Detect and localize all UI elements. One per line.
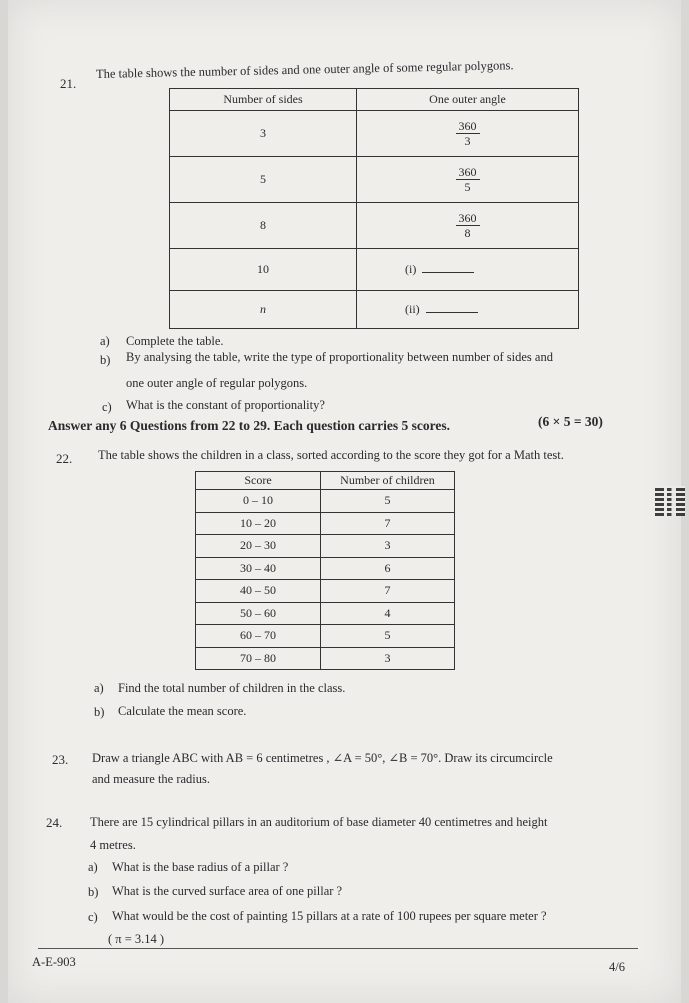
question-22-text: The table shows the children in a class, sorted according to the score they got for a Math test. xyxy=(98,448,564,462)
table-row xyxy=(196,490,455,513)
score-range-cell: 50 – 60 xyxy=(196,602,321,625)
subq-text: Find the total number of children in the class. xyxy=(118,681,346,695)
question-24-number: 24. xyxy=(46,815,63,830)
table-row xyxy=(170,203,579,249)
children-count-cell: 7 xyxy=(321,512,455,535)
subq-text: Complete the table. xyxy=(126,334,224,348)
answer-blank xyxy=(426,302,478,313)
table-row xyxy=(196,512,455,535)
subq-marker: a) xyxy=(88,860,98,874)
subq-text: Calculate the mean score. xyxy=(118,704,247,718)
score-range-cell: 40 – 50 xyxy=(196,580,321,603)
subq-note: ( π = 3.14 ) xyxy=(108,932,165,946)
table-header: One outer angle xyxy=(357,89,579,111)
polygon-table xyxy=(169,88,579,329)
subq-marker: a) xyxy=(94,681,104,695)
children-count-cell: 5 xyxy=(321,625,455,648)
score-range-cell: 30 – 40 xyxy=(196,557,321,580)
subq-marker: c) xyxy=(88,910,98,924)
score-range-cell: 70 – 80 xyxy=(196,647,321,670)
blank-label: (ii) xyxy=(405,302,420,316)
children-count-cell: 6 xyxy=(321,557,455,580)
score-range-cell: 10 – 20 xyxy=(196,512,321,535)
subq-marker: b) xyxy=(94,705,105,719)
table-row xyxy=(196,580,455,603)
question-23-number: 23. xyxy=(52,752,69,767)
exam-page xyxy=(8,0,681,1003)
question-21-number: 21. xyxy=(60,76,77,91)
question-24-text-cont: 4 metres. xyxy=(90,838,136,852)
subq-marker: a) xyxy=(100,334,110,348)
table-cell: 5 xyxy=(170,157,357,203)
answer-blank xyxy=(422,262,474,273)
question-22-number: 22. xyxy=(56,451,73,466)
subq-marker: b) xyxy=(100,353,111,367)
score-range-cell: 20 – 30 xyxy=(196,535,321,558)
question-21-text: The table shows the number of sides and one outer angle of some regular polygons. xyxy=(95,58,514,81)
table-cell: 3 xyxy=(170,111,357,157)
page-number: 4/6 xyxy=(609,960,625,974)
subq-text: By analysing the table, write the type of proportionality between number of sides and xyxy=(126,350,553,364)
subq-text: What is the base radius of a pillar ? xyxy=(112,860,289,874)
children-count-cell: 7 xyxy=(321,580,455,603)
question-23-text: Draw a triangle ABC with AB = 6 centimetres , ∠A = 50°, ∠B = 70°. Draw its circumcircle xyxy=(92,751,553,765)
subq-marker: b) xyxy=(88,885,99,899)
fraction: $\frac{360}{8}$ xyxy=(456,211,480,240)
table-row xyxy=(170,157,579,203)
table-row xyxy=(170,291,579,329)
table-row xyxy=(170,249,579,291)
score-table xyxy=(195,471,455,670)
table-row xyxy=(196,625,455,648)
blank-label: (i) xyxy=(405,262,417,276)
children-count-cell: 3 xyxy=(321,647,455,670)
question-23-text-cont: and measure the radius. xyxy=(92,772,211,786)
subq-text: What is the constant of proportionality? xyxy=(126,398,325,412)
fraction: $\frac{360}{3}$ xyxy=(456,119,480,148)
table-row xyxy=(196,602,455,625)
table-row xyxy=(170,111,579,157)
table-cell: 10 xyxy=(170,249,357,291)
table-row xyxy=(196,557,455,580)
fraction: $\frac{360}{5}$ xyxy=(456,165,480,194)
footer-divider xyxy=(38,948,638,949)
table-cell: 8 xyxy=(170,203,357,249)
table-header: Number of children xyxy=(321,472,455,490)
section-instruction: Answer any 6 Questions from 22 to 29. Each question carries 5 scores. xyxy=(48,418,450,433)
subq-marker: c) xyxy=(102,400,112,414)
question-24-text: There are 15 cylindrical pillars in an auditorium of base diameter 40 centimetres and height xyxy=(90,815,548,829)
table-header: Score xyxy=(196,472,321,490)
table-row xyxy=(196,535,455,558)
paper-code: A-E-903 xyxy=(32,955,76,969)
score-range-cell: 60 – 70 xyxy=(196,625,321,648)
table-header: Number of sides xyxy=(170,89,357,111)
qr-code-icon xyxy=(655,486,685,516)
score-range-cell: 0 – 10 xyxy=(196,490,321,513)
children-count-cell: 5 xyxy=(321,490,455,513)
subq-text-cont: one outer angle of regular polygons. xyxy=(126,376,308,390)
subq-text: What would be the cost of painting 15 pillars at a rate of 100 rupees per square meter ? xyxy=(112,909,547,923)
table-row xyxy=(196,647,455,670)
section-score: (6 × 5 = 30) xyxy=(538,414,603,429)
table-cell: n xyxy=(170,291,357,329)
subq-text: What is the curved surface area of one pillar ? xyxy=(112,884,343,898)
score-table-body xyxy=(196,490,455,670)
children-count-cell: 3 xyxy=(321,535,455,558)
children-count-cell: 4 xyxy=(321,602,455,625)
